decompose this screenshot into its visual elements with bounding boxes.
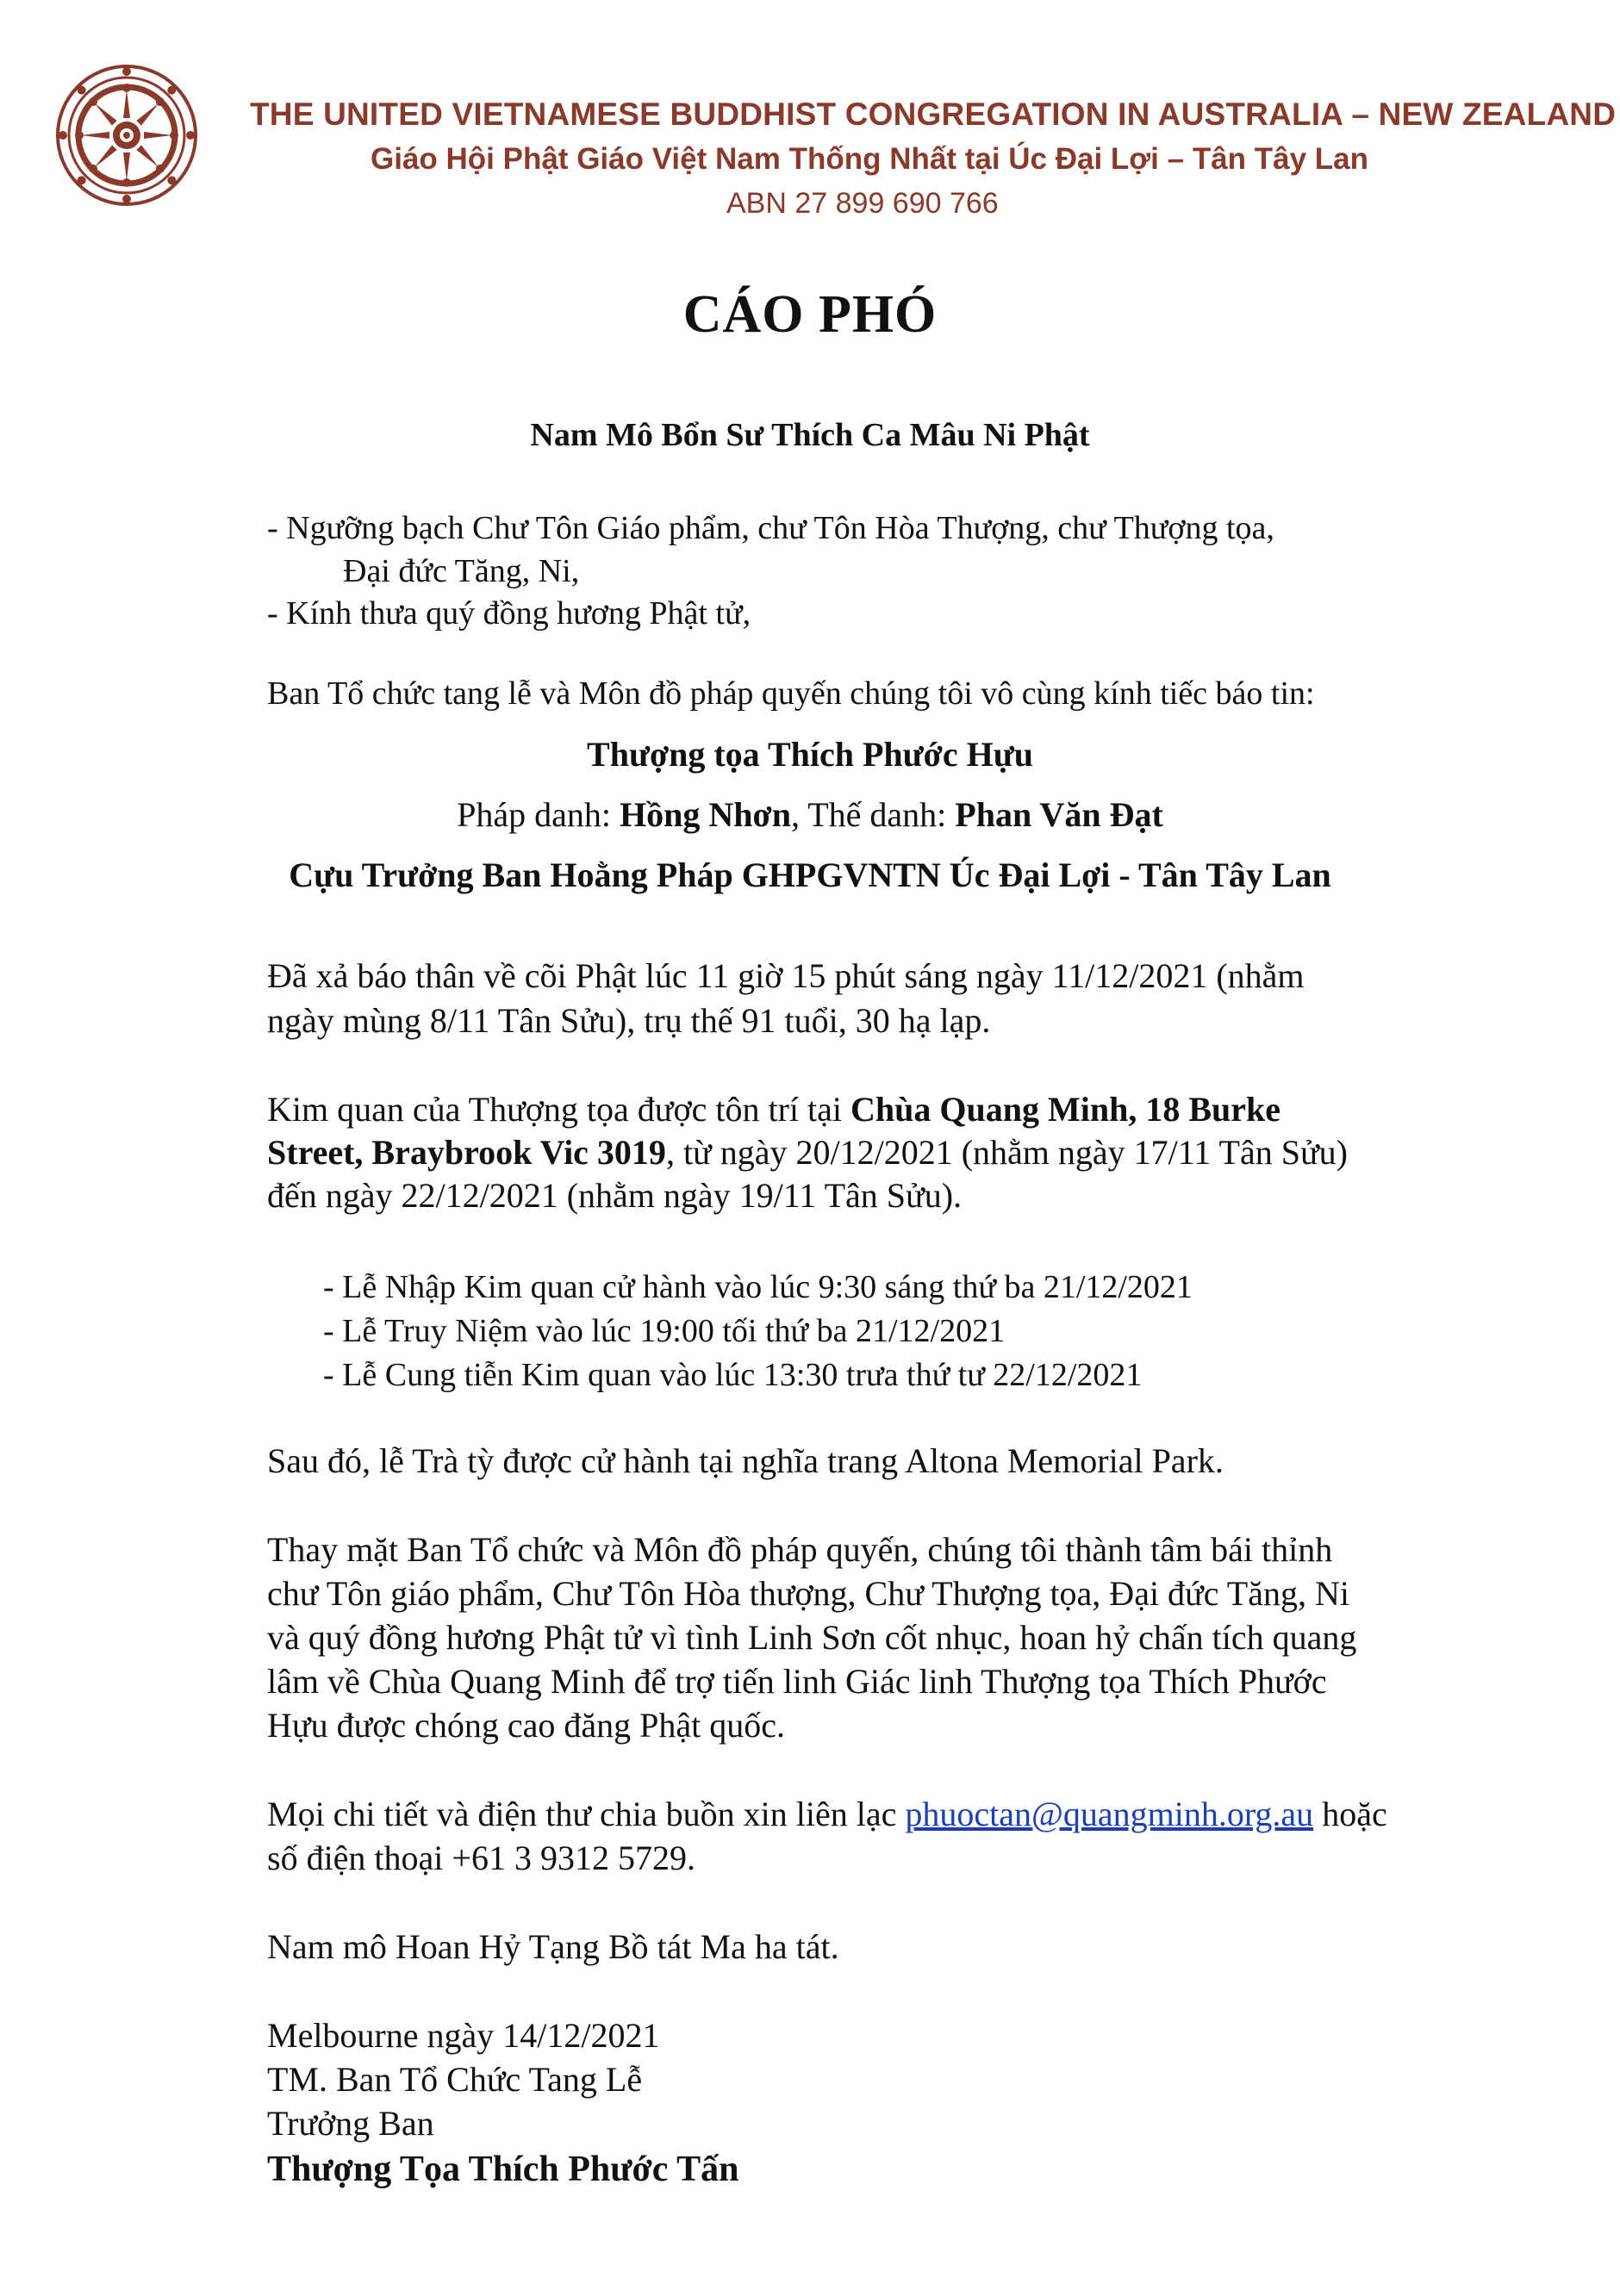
- invitation-line-2: chư Tôn giáo phẩm, Chư Tôn Hòa thượng, Chư Thượng tọa, Đại đức Tăng, Ni: [267, 1574, 1349, 1613]
- secular-label: , Thế danh:: [790, 795, 956, 834]
- ceremony-1: - Lễ Nhập Kim quan cử hành vào lúc 9:30 sáng thứ ba 21/12/2021: [323, 1269, 1193, 1305]
- deceased-name: Thượng tọa Thích Phước Hựu: [587, 735, 1033, 774]
- announcement: Ban Tổ chức tang lễ và Môn đồ pháp quyến chúng tôi vô cùng kính tiếc báo tin:: [267, 675, 1315, 712]
- casket-place-2: Street, Braybrook Vic 3019: [267, 1133, 666, 1172]
- contact-line-2: số điện thoại +61 3 9312 5729.: [267, 1839, 695, 1877]
- page-title: CÁO PHÓ: [682, 285, 938, 344]
- dharma-label: Pháp danh:: [457, 795, 620, 834]
- cremation: Sau đó, lễ Trà tỳ được cử hành tại nghĩa trang Altona Memorial Park.: [267, 1441, 1224, 1480]
- contact-line-1: [267, 1797, 1387, 1832]
- casket-line-1: [267, 1092, 1280, 1127]
- org-abn: ABN 27 899 690 766: [726, 187, 999, 220]
- invitation-line-4: lâm về Chùa Quang Minh để trợ tiến linh Giác linh Thượng tọa Thích Phước: [267, 1662, 1327, 1701]
- contact-post: hoặc: [1313, 1795, 1387, 1833]
- deceased-names-line: [0, 794, 1620, 835]
- org-name-vn: Giáo Hội Phật Giáo Việt Nam Thống Nhất tại Úc Đại Lợi – Tân Tây Lan: [371, 142, 1369, 176]
- casket-place-1: Chùa Quang Minh, 18 Burke: [850, 1090, 1281, 1129]
- casket-pre: Kim quan của Thượng tọa được tôn trí tại: [267, 1090, 851, 1129]
- contact-pre: Mọi chi tiết và điện thư chia buồn xin liên lạc: [267, 1795, 906, 1833]
- salutation-line-1: - Ngưỡng bạch Chư Tôn Giáo phẩm, chư Tôn Hòa Thượng, chư Thượng tọa,: [267, 510, 1274, 546]
- passing-line-1: Đã xả báo thân về cõi Phật lúc 11 giờ 15 phút sáng ngày 11/12/2021 (nhằm: [267, 956, 1305, 995]
- signature-org: TM. Ban Tổ Chức Tang Lễ: [267, 2060, 643, 2099]
- signature-place-date: Melbourne ngày 14/12/2021: [267, 2016, 660, 2055]
- ceremony-2: - Lễ Truy Niệm vào lúc 19:00 tối thứ ba 21/12/2021: [323, 1313, 1006, 1349]
- dharma-wheel-icon: [53, 62, 200, 208]
- invocation: Nam Mô Bổn Sư Thích Ca Mâu Ni Phật: [530, 417, 1090, 453]
- invitation-line-3: và quý đồng hương Phật tử vì tình Linh Sơn cốt nhục, hoan hỷ chấn tích quang: [267, 1618, 1357, 1657]
- signature-role: Trưởng Ban: [267, 2104, 434, 2143]
- org-name-en: THE UNITED VIETNAMESE BUDDHIST CONGREGATION IN AUSTRALIA – NEW ZEALAND: [250, 96, 1617, 132]
- ceremony-3: - Lễ Cung tiễn Kim quan vào lúc 13:30 trưa thứ tư 22/12/2021: [323, 1357, 1143, 1393]
- casket-line-2: [267, 1133, 1348, 1172]
- salutation-line-1-cont: Đại đức Tăng, Ni,: [343, 553, 580, 589]
- signature-name: Thượng Tọa Thích Phước Tấn: [267, 2150, 739, 2189]
- deceased-position: Cựu Trưởng Ban Hoằng Pháp GHPGVNTN Úc Đại Lợi - Tân Tây Lan: [289, 856, 1331, 894]
- passing-line-2: ngày mùng 8/11 Tân Sửu), trụ thế 91 tuổi, 30 hạ lạp.: [267, 1001, 991, 1040]
- dharma-name: Hồng Nhơn: [620, 795, 791, 834]
- secular-name: Phan Văn Đạt: [955, 795, 1163, 834]
- casket-dates: , từ ngày 20/12/2021 (nhằm ngày 17/11 Tân Sửu): [665, 1133, 1348, 1172]
- invitation-line-5: Hựu được chóng cao đăng Phật quốc.: [267, 1706, 786, 1745]
- closing: Nam mô Hoan Hỷ Tạng Bồ tát Ma ha tát.: [267, 1927, 839, 1966]
- contact-email-link[interactable]: phuoctan@quangminh.org.au: [905, 1795, 1314, 1833]
- salutation-line-2: - Kính thưa quý đồng hương Phật tử,: [267, 595, 751, 632]
- invitation-line-1: Thay mặt Ban Tổ chức và Môn đồ pháp quyến, chúng tôi thành tâm bái thỉnh: [267, 1530, 1333, 1569]
- casket-line-3: đến ngày 22/12/2021 (nhằm ngày 19/11 Tân Sửu).: [267, 1176, 963, 1215]
